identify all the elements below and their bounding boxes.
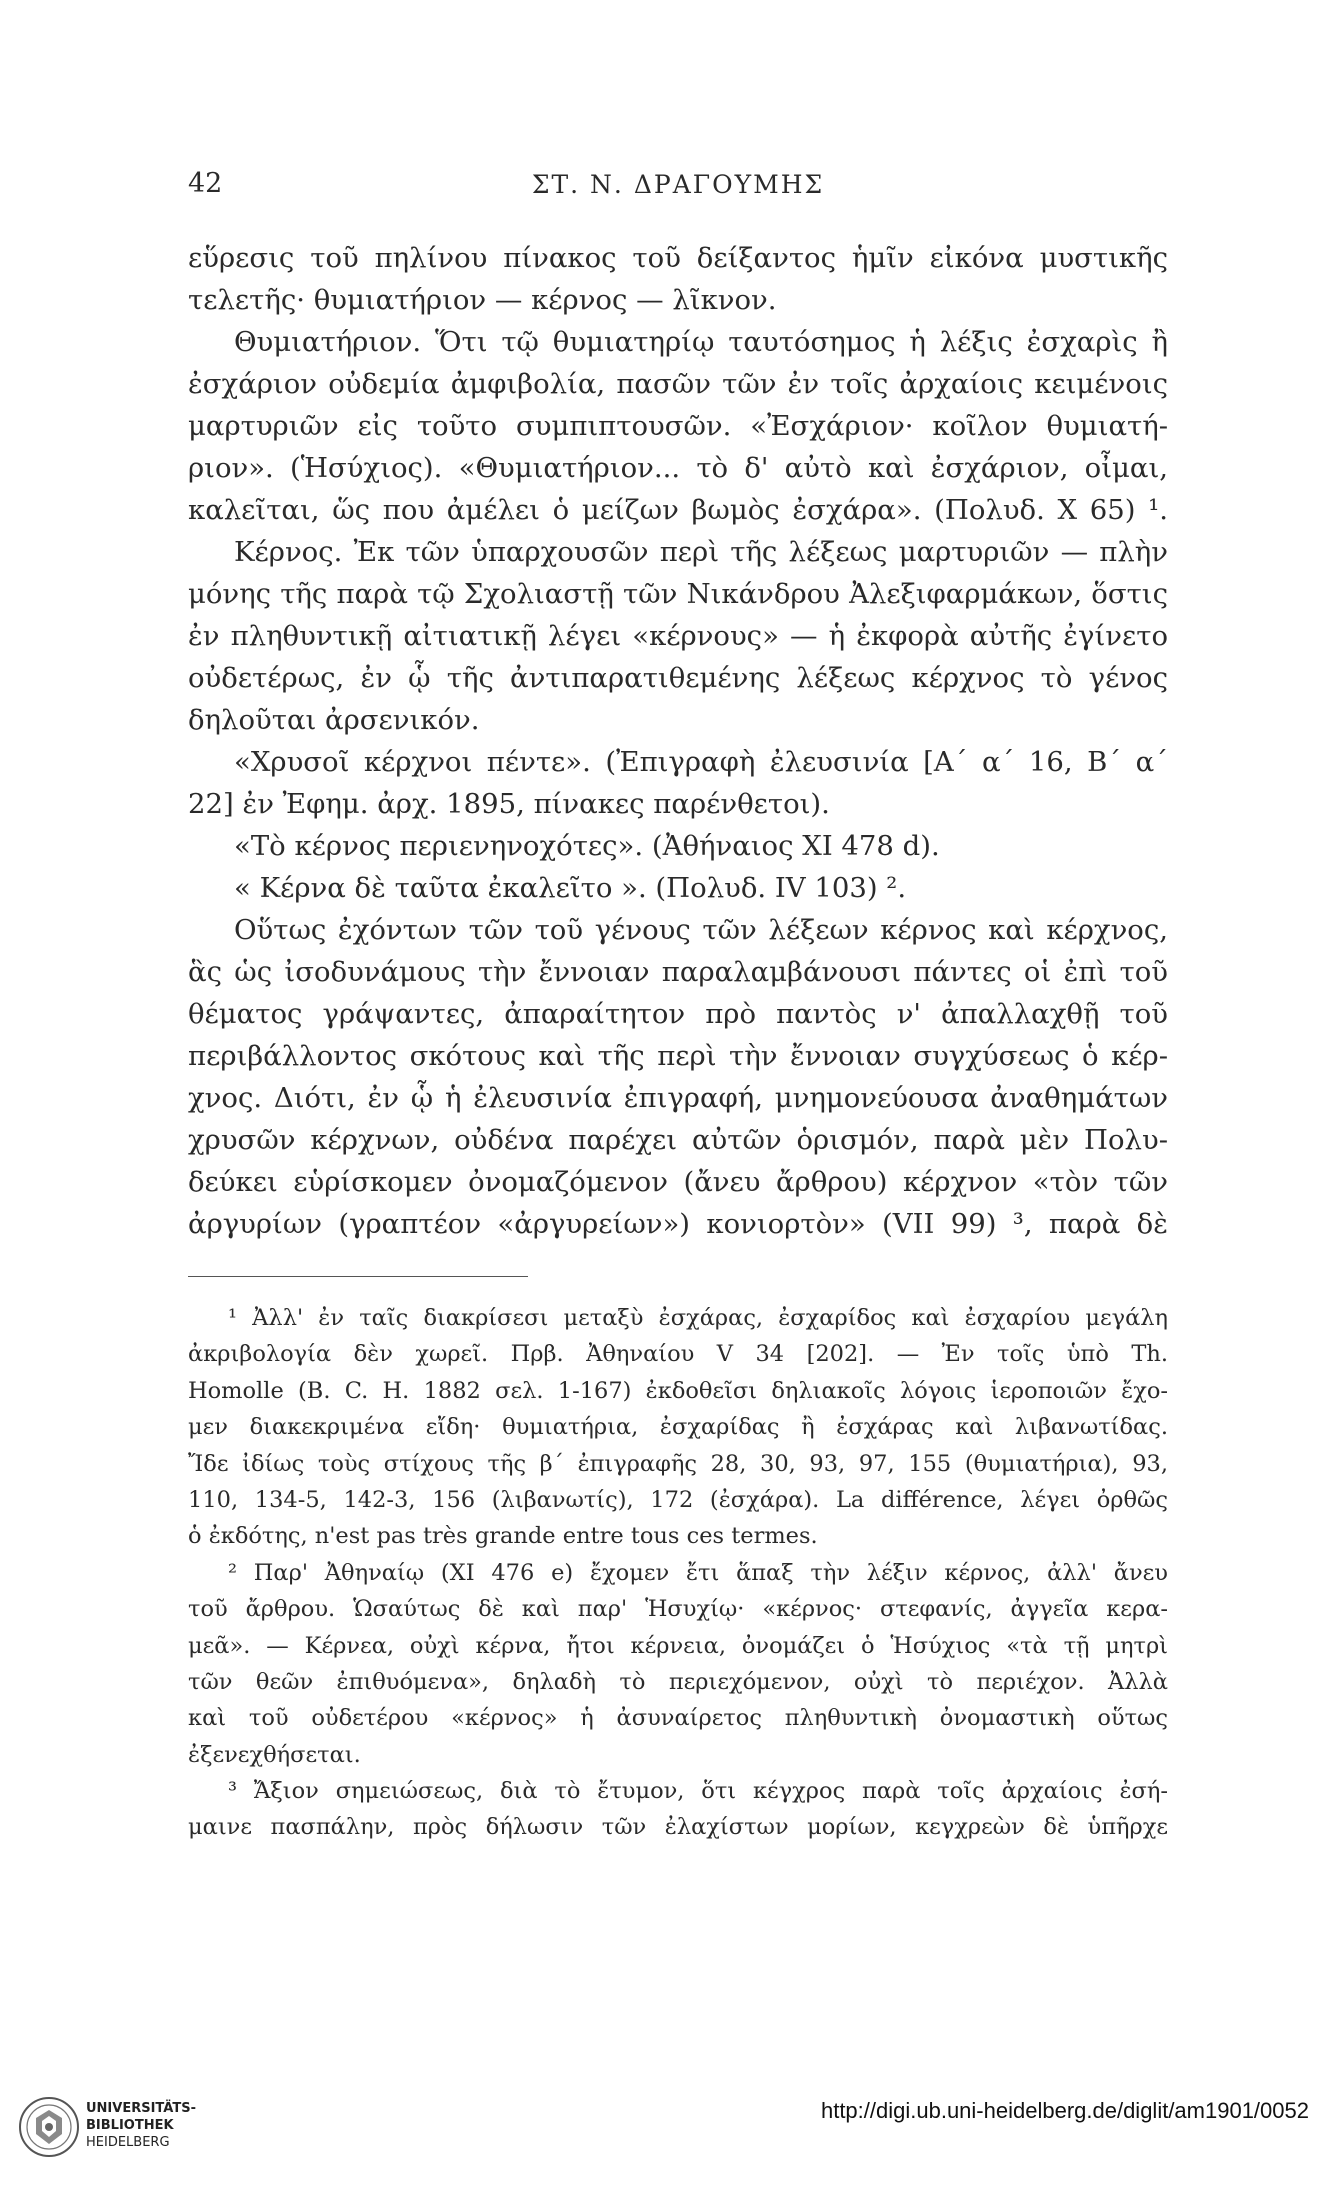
text-line: «Χρυσοῖ κέρχνοι πέντε». (Ἐπιγραφὴ ἐλευσινία [Α´ α´ 16, Β´ α´ — [234, 746, 1168, 778]
running-head: ΣΤ. Ν. ΔΡΑΓΟΥΜΗΣ — [531, 170, 825, 199]
text-line: εὕρεσις τοῦ πηλίνου πίνακος τοῦ δείξαντος ἡμῖν εἰκόνα μυστικῆς — [188, 242, 1168, 274]
text-line: θέματος γράψαντες, ἀπαραίτητον πρὸ παντὸς ν' ἀπαλλαχθῇ τοῦ — [188, 998, 1168, 1030]
text-line: χρυσῶν κέρχνων, οὐδένα παρέχει αὐτῶν ὁρισμόν, παρὰ μὲν Πολυ- — [188, 1124, 1168, 1156]
text-line: Κέρνος. Ἐκ τῶν ὑπαρχουσῶν περὶ τῆς λέξεως μαρτυριῶν — πλὴν — [234, 536, 1168, 568]
logo-text-line: HEIDELBERG — [86, 2135, 170, 2150]
text-line: 22] ἐν Ἐφημ. ἀρχ. 1895, πίνακες παρένθετοι). — [188, 788, 830, 820]
text-line: ἀργυρίων (γραπτέον «ἀργυρείων») κονιορτὸν» (VII 99) ³, παρὰ δὲ — [188, 1208, 1168, 1240]
logo-text-line: BIBLIOTHEK — [86, 2118, 174, 2133]
footnote-line: μαινε πασπάλην, πρὸς δήλωσιν τῶν ἐλαχίστων μορίων, κεγχρεὼν δὲ ὑπῆρχε — [188, 1814, 1168, 1841]
text-line: ἐν πληθυντικῇ αἰτιατικῇ λέγει «κέρνους» — ἡ ἐκφορὰ αὐτῆς ἐγίνετο — [188, 620, 1168, 652]
text-line: οὐδετέρως, ἐν ᾧ τῆς ἀντιπαρατιθεμένης λέξεως κέρχνος τὸ γένος — [188, 662, 1168, 694]
text-line: « Κέρνα δὲ ταῦτα ἐκαλεῖτο ». (Πολυδ. IV 103) ². — [234, 872, 907, 904]
source-url[interactable]: http://digi.ub.uni-heidelberg.de/diglit/am1901/0052 — [820, 2098, 1309, 2123]
footnotes — [188, 1300, 1168, 1846]
footnote-line: καὶ τοῦ οὐδετέρου «κέρνος» ἡ ἀσυναίρετος πληθυντικὴ ὀνομαστικὴ οὕτως — [188, 1705, 1168, 1732]
library-logo-text — [86, 2100, 196, 2151]
footnote-line: Ἴδε ἰδίως τοὺς στίχους τῆς β´ ἐπιγραφῆς 28, 30, 93, 97, 155 (θυμιατήρια), 93, — [188, 1450, 1168, 1477]
text-line: ριον». (Ἡσύχιος). «Θυμιατήριον... τὸ δ' αὐτὸ καὶ ἐσχάριον, οἶμαι, — [188, 452, 1168, 484]
text-line: περιβάλλοντος σκότους καὶ τῆς περὶ τὴν ἔννοιαν συγχύσεως ὁ κέρ- — [188, 1040, 1168, 1072]
page-footer — [0, 2090, 1329, 2186]
university-seal-icon — [18, 2096, 80, 2158]
text-line: χνος. Διότι, ἐν ᾧ ἡ ἐλευσινία ἐπιγραφή, μνημονεύουσα ἀναθημάτων — [188, 1082, 1168, 1114]
text-line: μαρτυριῶν εἰς τοῦτο συμπιπτουσῶν. «Ἐσχάριον· κοῖλον θυμιατή- — [188, 410, 1168, 442]
footnote-line: τῶν θεῶν ἐπιθυόμενα», δηλαδὴ τὸ περιεχόμενον, οὐχὶ τὸ περιέχον. Ἀλλὰ — [188, 1668, 1168, 1695]
text-line: Οὕτως ἐχόντων τῶν τοῦ γένους τῶν λέξεων κέρνος καὶ κέρχνος, — [234, 914, 1168, 946]
text-line: καλεῖται, ὥς που ἀμέλει ὁ μείζων βωμὸς ἐσχάρα». (Πολυδ. Χ 65) ¹. — [188, 494, 1168, 526]
page-header — [188, 168, 1168, 208]
footnote-line: τοῦ ἄρθρου. Ὡσαύτως δὲ καὶ παρ' Ἡσυχίῳ· «κέρνος· στεφανίς, ἀγγεῖα κερα- — [188, 1596, 1168, 1623]
footnote-line: ² Παρ' Ἀθηναίῳ (XI 476 e) ἔχομεν ἔτι ἅπαξ τὴν λέξιν κέρνος, ἀλλ' ἄνευ — [228, 1559, 1168, 1586]
text-line: «Τὸ κέρνος περιενηνοχότες». (Ἀθήναιος XI 478 d). — [234, 830, 940, 862]
footnote-line: Homolle (B. C. H. 1882 σελ. 1-167) ἐκδοθεῖσι δηλιακοῖς λόγοις ἱεροποιῶν ἔχο- — [188, 1377, 1168, 1404]
footnote-line: ¹ Ἀλλ' ἐν ταῖς διακρίσεσι μεταξὺ ἐσχάρας, ἐσχαρίδος καὶ ἐσχαρίου μεγάλη — [228, 1305, 1168, 1331]
footnote-line: μεν διακεκριμένα εἴδη· θυμιατήρια, ἐσχαρίδας ἢ ἐσχάρας καὶ λιβανωτίδας. — [188, 1414, 1168, 1441]
footnote-line: 110, 134-5, 142-3, 156 (λιβανωτίς), 172 (ἐσχάρα). La différence, λέγει ὀρθῶς — [188, 1486, 1168, 1513]
text-line: δεύκει εὑρίσκομεν ὀνομαζόμενον (ἄνευ ἄρθρου) κέρχνον «τὸν τῶν — [188, 1166, 1168, 1198]
footnote-separator — [188, 1276, 528, 1277]
footnote-line: ἀκριβολογία δὲν χωρεῖ. Πρβ. Ἀθηναίου V 34 [202]. — Ἐν τοῖς ὑπὸ Th. — [188, 1341, 1168, 1368]
footnote-line: ³ Ἄξιον σημειώσεως, διὰ τὸ ἔτυμον, ὅτι κέγχρος παρὰ τοῖς ἀρχαίοις ἐσή- — [228, 1778, 1168, 1805]
text-line: τελετῆς· θυμιατήριον — κέρνος — λῖκνον. — [188, 284, 777, 316]
text-line: ἐσχάριον οὐδεμία ἀμφιβολία, πασῶν τῶν ἐν τοῖς ἀρχαίοις κειμένοις — [188, 368, 1168, 400]
text-line: μόνης τῆς παρὰ τῷ Σχολιαστῇ τῶν Νικάνδρου Ἀλεξιφαρμάκων, ὅστις — [188, 578, 1168, 610]
footnote-line: ὁ ἐκδότης, n'est pas très grande entre tous ces termes. — [188, 1523, 818, 1550]
footnote-line: μεᾶ». — Κέρνεα, οὐχὶ κέρνα, ἤτοι κέρνεια, ὀνομάζει ὁ Ἡσύχιος «τὰ τῇ μητρὶ — [188, 1632, 1168, 1659]
text-line: δηλοῦται ἀρσενικόν. — [188, 704, 480, 736]
footnote-line: ἐξενεχθήσεται. — [188, 1741, 361, 1768]
text-line: Θυμιατήριον. Ὅτι τῷ θυμιατηρίῳ ταυτόσημος ἡ λέξις ἐσχαρὶς ἢ — [234, 326, 1168, 358]
text-line: ἃς ὡς ἰσοδυνάμους τὴν ἔννοιαν παραλαμβάνουσι πάντες οἱ ἐπὶ τοῦ — [188, 956, 1168, 988]
page-number: 42 — [188, 168, 223, 199]
logo-text-line: UNIVERSITÄTS- — [86, 2101, 196, 2116]
main-text — [188, 237, 1168, 1245]
